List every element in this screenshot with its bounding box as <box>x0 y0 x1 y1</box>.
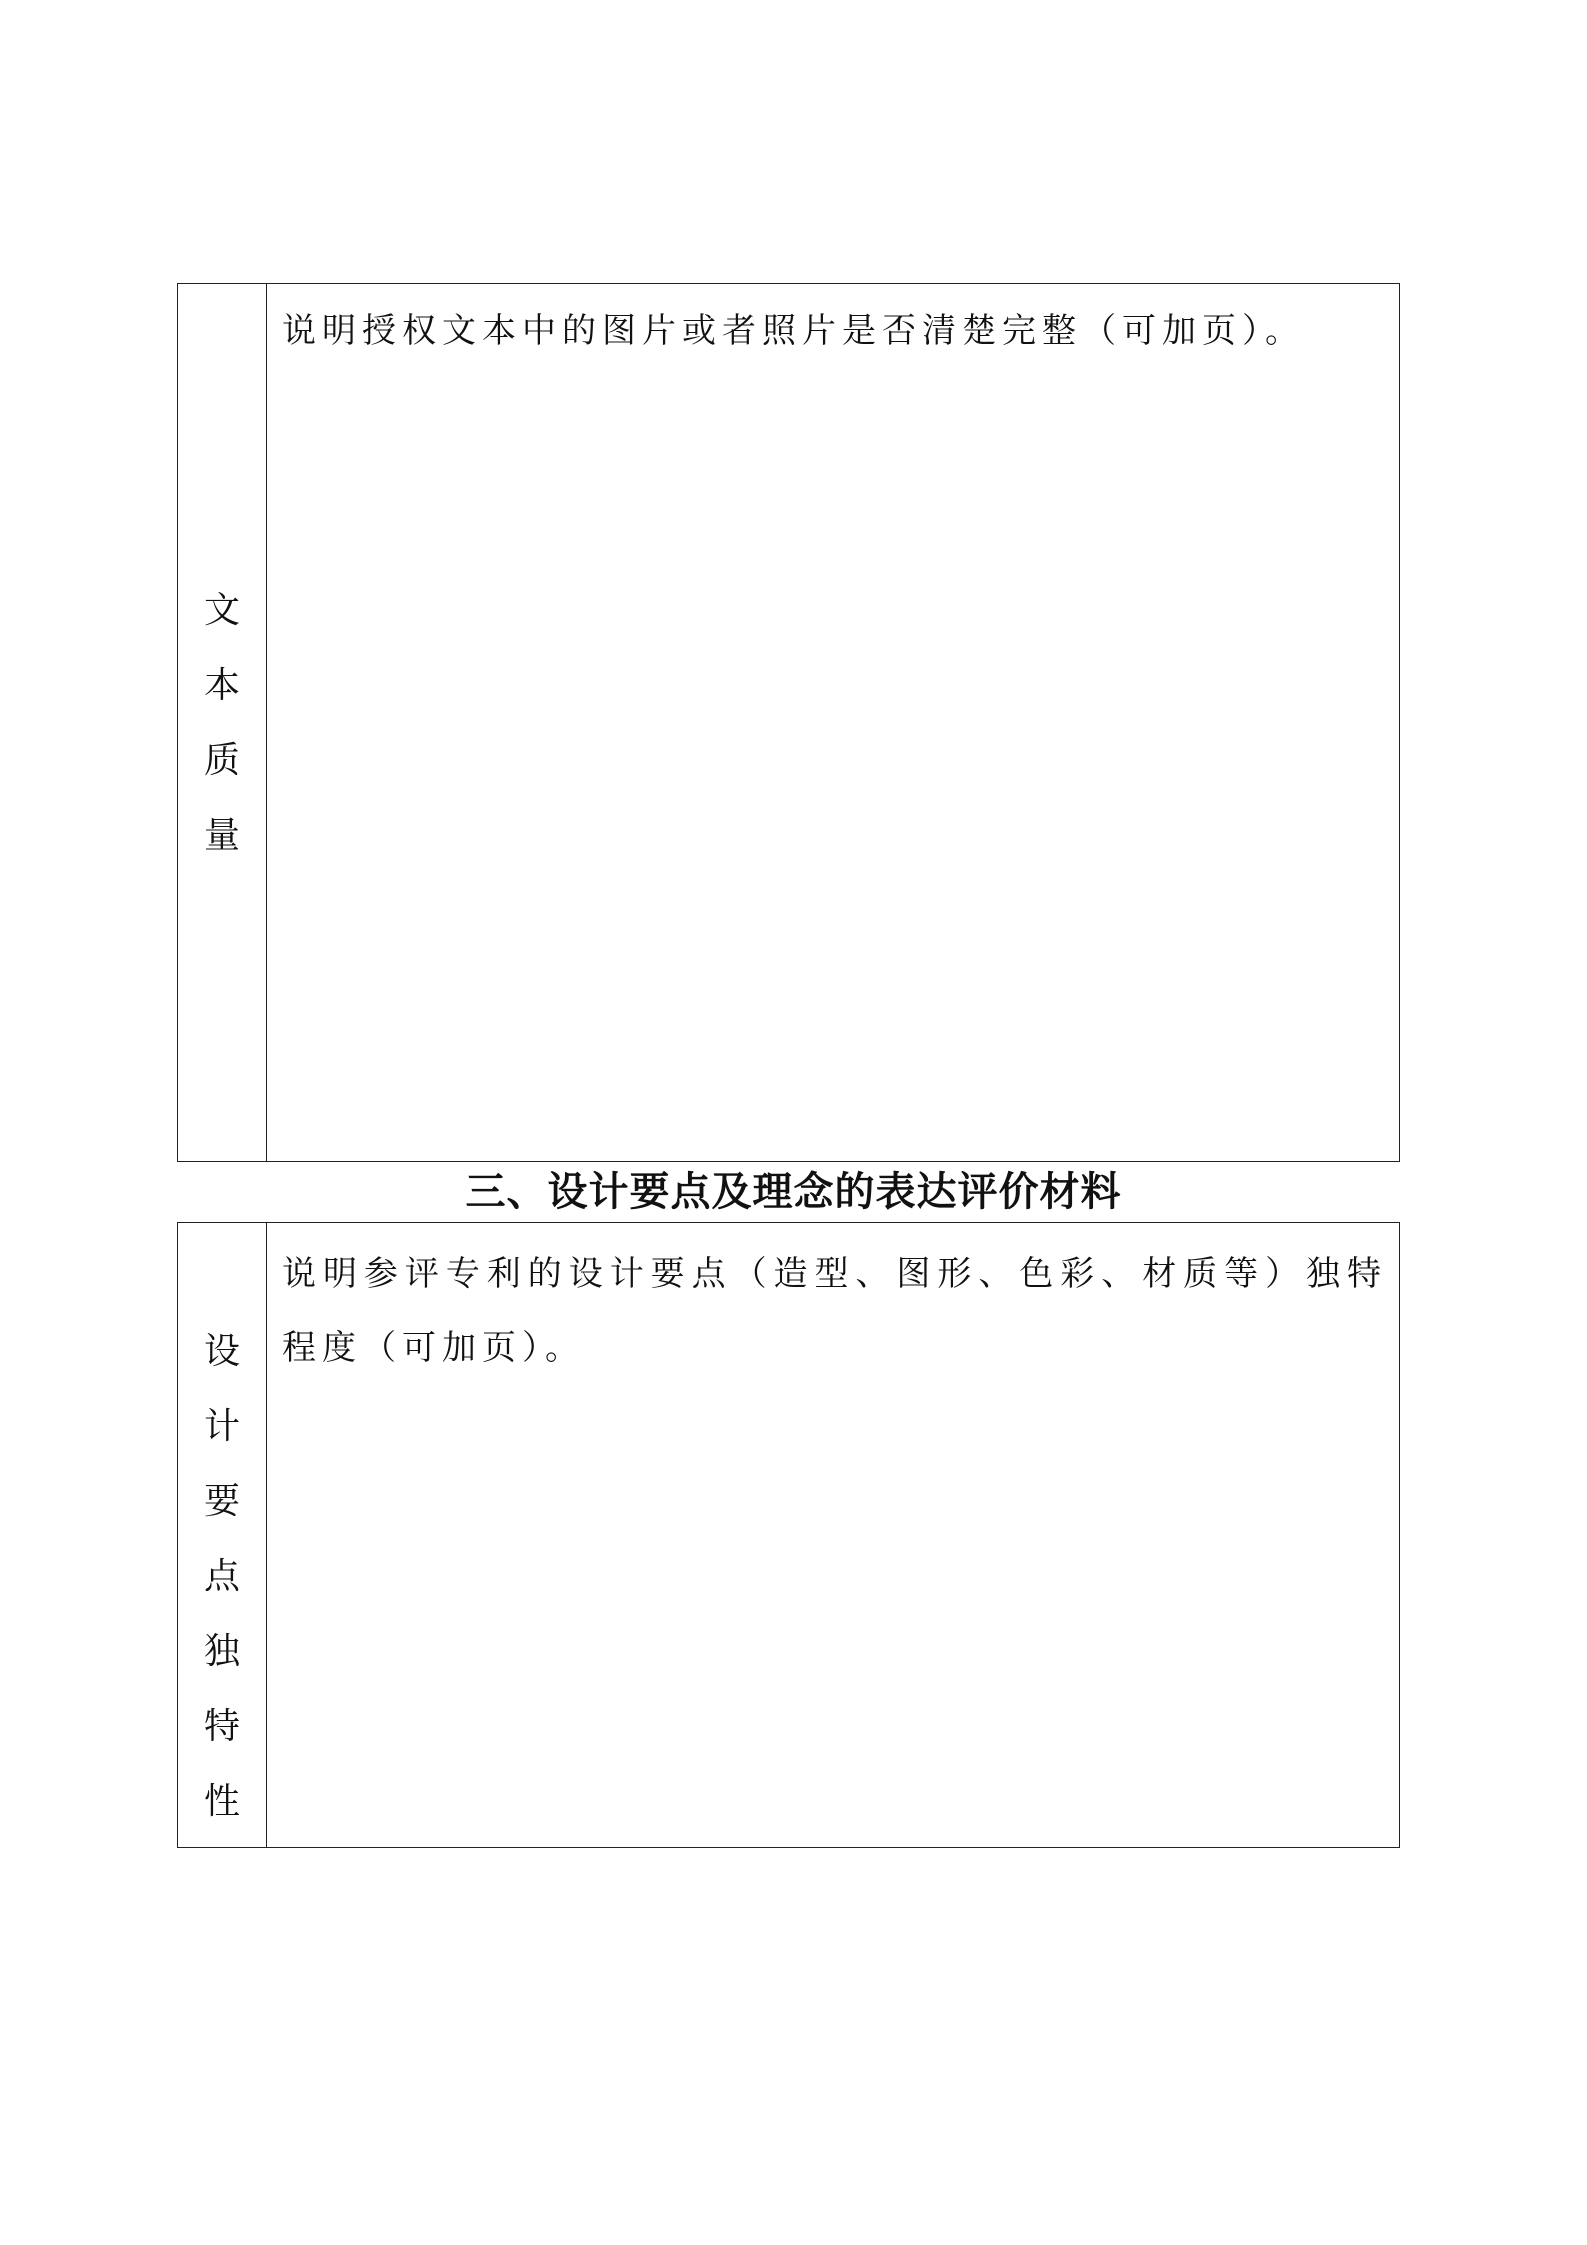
label-char: 本 <box>203 664 240 706</box>
label-char: 独 <box>203 1630 240 1672</box>
design-uniqueness-instruction: 说明参评专利的设计要点（造型、图形、色彩、材质等）独特程度（可加页）。 <box>282 1254 1387 1368</box>
table-row <box>178 284 1400 1162</box>
label-char: 特 <box>203 1705 240 1747</box>
label-char: 文 <box>203 589 240 631</box>
section-heading: 三、设计要点及理念的表达评价材料 <box>465 1169 1122 1215</box>
label-char: 质 <box>203 739 240 781</box>
design-uniqueness-label-cell <box>178 1223 267 1848</box>
text-quality-label <box>204 573 240 873</box>
text-quality-label-cell <box>178 284 267 1162</box>
text-quality-content-cell[interactable] <box>267 284 1400 1162</box>
text-quality-instruction: 说明授权文本中的图片或者照片是否清楚完整（可加页）。 <box>282 311 1305 351</box>
label-char: 量 <box>203 814 240 856</box>
text-quality-table <box>177 283 1400 1162</box>
design-uniqueness-label <box>204 1314 240 1839</box>
label-char: 性 <box>203 1780 240 1822</box>
label-char: 计 <box>203 1405 240 1447</box>
design-uniqueness-table <box>177 1222 1400 1848</box>
table-row <box>178 1223 1400 1848</box>
label-char: 点 <box>203 1555 240 1597</box>
label-char: 要 <box>203 1480 240 1522</box>
design-uniqueness-content-cell[interactable] <box>267 1223 1400 1848</box>
label-char: 设 <box>203 1330 240 1372</box>
